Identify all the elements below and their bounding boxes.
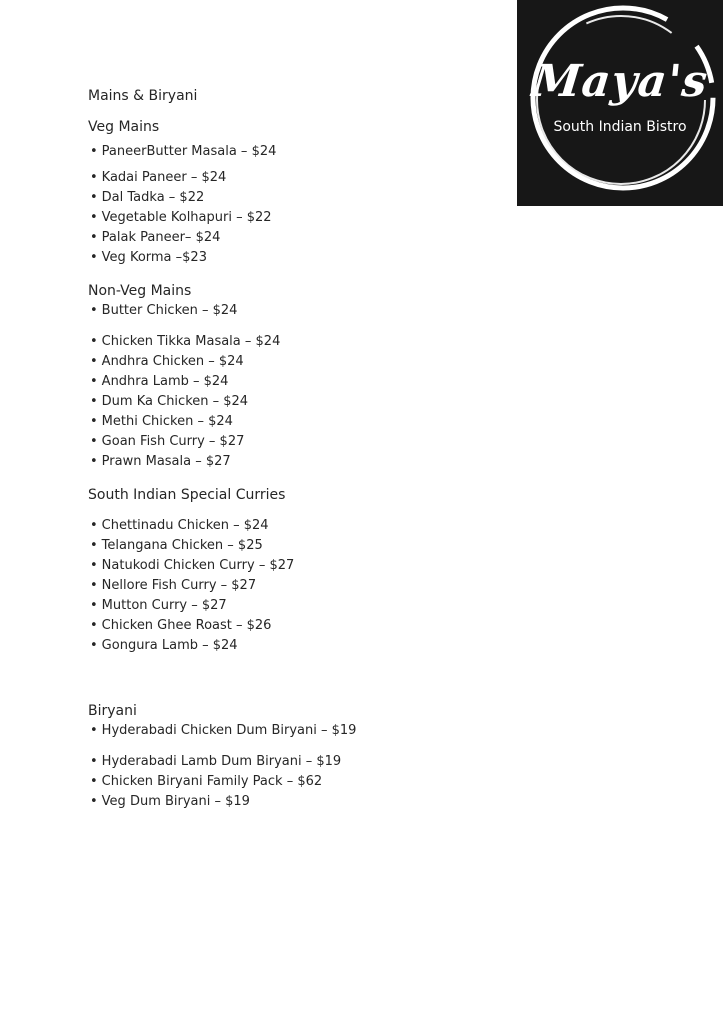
section-title-non-veg-mains: Non-Veg Mains bbox=[88, 283, 192, 299]
menu-item: • Methi Chicken – $24 bbox=[90, 414, 233, 429]
section-title-biryani: Biryani bbox=[88, 703, 137, 719]
menu-item: • Prawn Masala – $27 bbox=[90, 454, 231, 469]
menu-item: • Dal Tadka – $22 bbox=[90, 190, 205, 205]
menu-item-text: Chicken Biryani Family Pack – $62 bbox=[101, 774, 323, 789]
menu-item: • PaneerButter Masala – $24 bbox=[90, 144, 277, 159]
menu-item-text: Chicken Tikka Masala – $24 bbox=[101, 334, 281, 349]
logo-name: Maya's bbox=[529, 56, 711, 107]
menu-item: • Andhra Chicken – $24 bbox=[90, 354, 244, 369]
menu-item: • Butter Chicken – $24 bbox=[90, 303, 238, 318]
menu-item: • Gongura Lamb – $24 bbox=[90, 638, 238, 653]
menu-item: • Hyderabadi Lamb Dum Biryani – $19 bbox=[90, 754, 342, 769]
menu-item-text: Vegetable Kolhapuri – $22 bbox=[101, 210, 272, 225]
menu-item-text: Veg Korma –$23 bbox=[101, 250, 207, 265]
menu-item: • Chicken Ghee Roast – $26 bbox=[90, 618, 272, 633]
menu-item-text: Chicken Ghee Roast – $26 bbox=[101, 618, 272, 633]
menu-item-text: PaneerButter Masala – $24 bbox=[101, 144, 277, 159]
menu-item: • Kadai Paneer – $24 bbox=[90, 170, 227, 185]
menu-item: • Dum Ka Chicken – $24 bbox=[90, 394, 249, 409]
menu-item-text: Natukodi Chicken Curry – $27 bbox=[101, 558, 295, 573]
menu-item: • Telangana Chicken – $25 bbox=[90, 538, 263, 553]
menu-item-text: Hyderabadi Chicken Dum Biryani – $19 bbox=[101, 723, 357, 738]
menu-item-text: Mutton Curry – $27 bbox=[101, 598, 227, 613]
menu-item-text: Goan Fish Curry – $27 bbox=[101, 434, 245, 449]
menu-item: • Andhra Lamb – $24 bbox=[90, 374, 229, 389]
menu-item-text: Butter Chicken – $24 bbox=[101, 303, 238, 318]
menu-item-text: Dal Tadka – $22 bbox=[101, 190, 205, 205]
page-title: Mains & Biryani bbox=[88, 88, 198, 104]
menu-item: • Chettinadu Chicken – $24 bbox=[90, 518, 269, 533]
menu-item-text: Palak Paneer– $24 bbox=[101, 230, 221, 245]
menu-item-text: Andhra Chicken – $24 bbox=[101, 354, 244, 369]
menu-item: • Chicken Biryani Family Pack – $62 bbox=[90, 774, 323, 789]
menu-item: • Vegetable Kolhapuri – $22 bbox=[90, 210, 272, 225]
menu-item-text: Kadai Paneer – $24 bbox=[101, 170, 227, 185]
logo-tagline: South Indian Bistro bbox=[553, 119, 687, 135]
section-title-south-indian-special-curries: South Indian Special Curries bbox=[88, 487, 286, 503]
menu-item: • Veg Dum Biryani – $19 bbox=[90, 794, 250, 809]
menu-item: • Mutton Curry – $27 bbox=[90, 598, 227, 613]
menu-item: • Natukodi Chicken Curry – $27 bbox=[90, 558, 295, 573]
menu-item-text: Gongura Lamb – $24 bbox=[101, 638, 238, 653]
menu-item-text: Veg Dum Biryani – $19 bbox=[101, 794, 250, 809]
menu-item-text: Nellore Fish Curry – $27 bbox=[101, 578, 257, 593]
menu-item: • Goan Fish Curry – $27 bbox=[90, 434, 245, 449]
menu-item-text: Telangana Chicken – $25 bbox=[101, 538, 263, 553]
menu-item-text: Hyderabadi Lamb Dum Biryani – $19 bbox=[101, 754, 342, 769]
menu-item-text: Methi Chicken – $24 bbox=[101, 414, 233, 429]
menu-item: • Nellore Fish Curry – $27 bbox=[90, 578, 257, 593]
menu-item: • Hyderabadi Chicken Dum Biryani – $19 bbox=[90, 723, 357, 738]
restaurant-logo bbox=[517, 0, 723, 206]
menu-item-text: Prawn Masala – $27 bbox=[101, 454, 231, 469]
menu-item-text: Dum Ka Chicken – $24 bbox=[101, 394, 249, 409]
menu-item-text: Andhra Lamb – $24 bbox=[101, 374, 229, 389]
menu-item-text: Chettinadu Chicken – $24 bbox=[101, 518, 269, 533]
section-title-veg-mains: Veg Mains bbox=[88, 119, 160, 135]
menu-item: • Veg Korma –$23 bbox=[90, 250, 207, 265]
menu-item: • Chicken Tikka Masala – $24 bbox=[90, 334, 281, 349]
menu-item: • Palak Paneer– $24 bbox=[90, 230, 221, 245]
